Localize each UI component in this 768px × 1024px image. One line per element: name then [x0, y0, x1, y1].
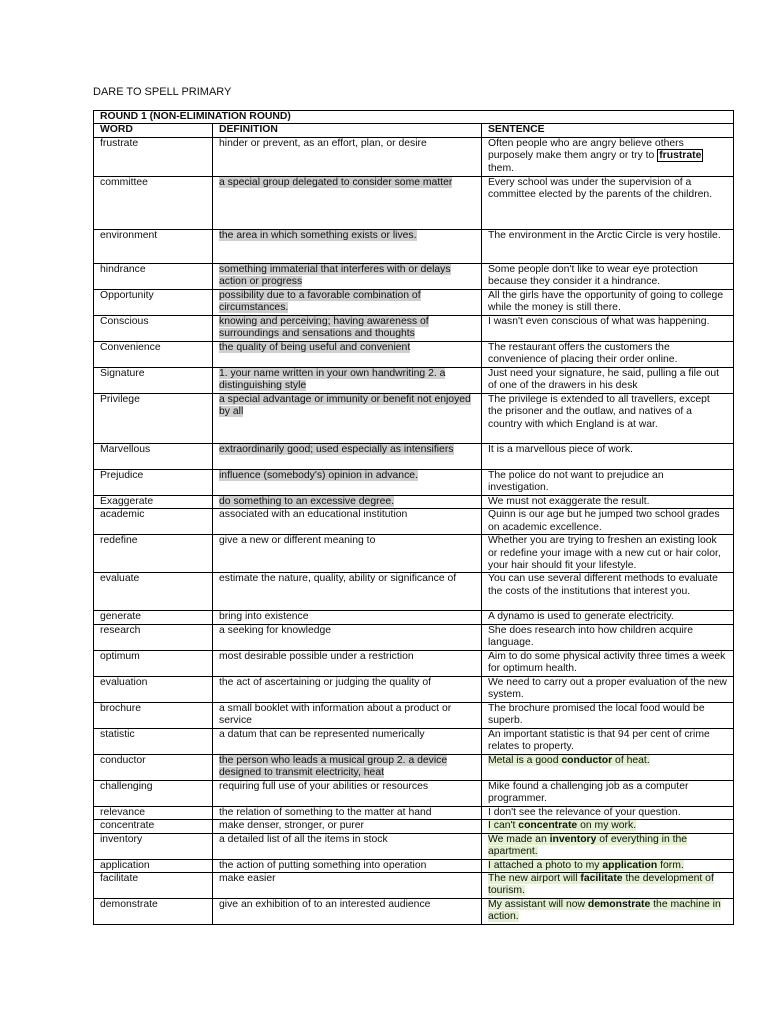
table-row [94, 780, 734, 806]
sentence-keyword: conductor [561, 754, 613, 766]
sentence-cell [482, 728, 734, 754]
sentence-text: Often people who are angry believe others purposely make them angry or try to [488, 137, 684, 162]
definition-text: estimate the nature, quality, ability or significance of [219, 573, 457, 585]
definition-cell [213, 702, 482, 728]
sentence-cell [482, 367, 734, 393]
word-cell: evaluate [94, 573, 213, 611]
sentence-cell [482, 650, 734, 676]
sentence-cell [482, 137, 734, 176]
sentence-text: All the girls have the opportunity of going to college while the money is still there. [488, 289, 724, 314]
sentence-cell [482, 315, 734, 341]
sentence-text: A dynamo is used to generate electricity. [488, 611, 674, 623]
word-cell: conductor [94, 754, 213, 780]
word-cell: statistic [94, 728, 213, 754]
definition-cell [213, 899, 482, 925]
sentence-cell [482, 229, 734, 263]
definition-cell [213, 806, 482, 819]
definition-text: bring into existence [219, 611, 309, 623]
sentence-cell [482, 611, 734, 624]
sentence-keyword: concentrate [518, 820, 578, 832]
sentence-text: Quinn is our age but he jumped two school grades on academic excellence. [488, 509, 720, 533]
vocabulary-table [93, 110, 734, 925]
table-row [94, 624, 734, 650]
table-row [94, 611, 734, 624]
definition-text: do something to an excessive degree. [219, 495, 395, 507]
table-row [94, 176, 734, 229]
definition-cell [213, 820, 482, 833]
word-cell: evaluation [94, 676, 213, 702]
definition-cell [213, 728, 482, 754]
word-cell: Conscious [94, 315, 213, 341]
sentence-text: them. [488, 162, 514, 174]
sentence-cell [482, 443, 734, 469]
sentence-text: I don't see the relevance of your question. [488, 806, 681, 818]
word-cell: redefine [94, 535, 213, 573]
sentence-cell [482, 573, 734, 611]
sentence-cell [482, 176, 734, 229]
sentence-text: Mike found a challenging job as a computer programmer. [488, 780, 689, 805]
definition-cell [213, 229, 482, 263]
table-row [94, 535, 734, 573]
word-cell: research [94, 624, 213, 650]
definition-cell [213, 469, 482, 495]
table-row [94, 899, 734, 925]
word-cell: academic [94, 509, 213, 535]
sentence-cell [482, 535, 734, 573]
table-row [94, 573, 734, 611]
word-cell: challenging [94, 780, 213, 806]
word-cell: demonstrate [94, 899, 213, 925]
definition-text: a datum that can be represented numerically [219, 728, 425, 740]
sentence-cell [482, 509, 734, 535]
definition-cell [213, 443, 482, 469]
document-title: DARE TO SPELL PRIMARY [93, 86, 232, 98]
sentence-keyword: facilitate [580, 873, 623, 885]
definition-text: most desirable possible under a restriction [219, 650, 414, 662]
sentence-text: the machine in action. [488, 899, 721, 923]
table-row [94, 469, 734, 495]
word-cell: inventory [94, 833, 213, 859]
table-row [94, 443, 734, 469]
definition-cell [213, 393, 482, 443]
definition-cell [213, 289, 482, 315]
definition-cell [213, 495, 482, 508]
table-row [94, 702, 734, 728]
word-cell: frustrate [94, 137, 213, 176]
definition-cell [213, 315, 482, 341]
table-row [94, 289, 734, 315]
definition-text: knowing and perceiving; having awareness of surroundings and sensations and thoughts [219, 315, 429, 340]
sentence-text: I can't [488, 820, 519, 832]
sentence-text: I wasn't even conscious of what was happening. [488, 315, 710, 327]
sentence-text: The brochure promised the local food would be superb. [488, 702, 705, 727]
table-row [94, 229, 734, 263]
definition-cell [213, 573, 482, 611]
definition-cell [213, 873, 482, 899]
sentence-cell [482, 820, 734, 833]
definition-text: a seeking for knowledge [219, 624, 332, 636]
word-cell: Marvellous [94, 443, 213, 469]
table-row [94, 315, 734, 341]
definition-text: a special advantage or immunity or benefit not enjoyed by all [219, 393, 471, 418]
round-row [94, 111, 734, 124]
sentence-cell [482, 859, 734, 872]
sentence-text: We made an [488, 833, 550, 845]
definition-cell [213, 624, 482, 650]
table-row [94, 806, 734, 819]
definition-text: a detailed list of all the items in stock [219, 833, 388, 845]
table-row [94, 650, 734, 676]
word-cell: Convenience [94, 341, 213, 367]
sentence-text: Aim to do some physical activity three times a week for optimum health. [488, 650, 726, 675]
table-row [94, 676, 734, 702]
word-cell: relevance [94, 806, 213, 819]
table-row [94, 833, 734, 859]
word-cell: hindrance [94, 263, 213, 289]
sentence-cell [482, 624, 734, 650]
definition-cell [213, 833, 482, 859]
sentence-text: An important statistic is that 94 per cent of crime relates to property. [488, 728, 710, 753]
word-cell: generate [94, 611, 213, 624]
definition-cell [213, 754, 482, 780]
sentence-text: We need to carry out a proper evaluation of the new system. [488, 676, 727, 701]
sentence-text: I attached a photo to my [488, 859, 603, 871]
word-cell: Opportunity [94, 289, 213, 315]
sentence-cell [482, 899, 734, 925]
table-row [94, 495, 734, 508]
definition-text: the action of putting something into operation [219, 859, 427, 871]
sentence-text: on my work. [577, 820, 637, 832]
definition-text: make denser, stronger, or purer [219, 820, 364, 832]
table-row [94, 263, 734, 289]
sentence-text: The environment in the Arctic Circle is very hostile. [488, 229, 721, 241]
definition-text: the quality of being useful and convenient [219, 341, 411, 353]
sentence-cell [482, 702, 734, 728]
sentence-text: The police do not want to prejudice an investigation. [488, 469, 664, 494]
sentence-cell [482, 754, 734, 780]
definition-cell [213, 676, 482, 702]
word-cell: facilitate [94, 873, 213, 899]
word-cell: Prejudice [94, 469, 213, 495]
header-row [94, 124, 734, 137]
header-definition: DEFINITION [213, 124, 482, 137]
definition-text: the person who leads a musical group 2. a device designed to transmit electricity, heat [219, 754, 448, 779]
definition-text: make easier [219, 873, 276, 885]
sentence-text: Some people don't like to wear eye protection because they consider it a hindrance. [488, 263, 698, 288]
sentence-keyword: frustrate [659, 150, 702, 162]
definition-text: a small booklet with information about a product or service [219, 702, 452, 727]
table-row [94, 367, 734, 393]
definition-text: hinder or prevent, as an effort, plan, or desire [219, 137, 427, 149]
header-word: WORD [94, 124, 213, 137]
sentence-text: She does research into how children acquire language. [488, 624, 694, 649]
definition-cell [213, 650, 482, 676]
sentence-cell [482, 263, 734, 289]
sentence-cell [482, 341, 734, 367]
sentence-cell [482, 833, 734, 859]
word-cell: Privilege [94, 393, 213, 443]
definition-cell [213, 263, 482, 289]
definition-text: a special group delegated to consider some matter [219, 176, 453, 188]
table-row [94, 137, 734, 176]
word-cell: concentrate [94, 820, 213, 833]
definition-text: influence (somebody's) opinion in advance. [219, 469, 418, 481]
sentence-cell [482, 289, 734, 315]
sentence-text: Just need your signature, he said, pulling a file out of one of the drawers in his desk [488, 367, 720, 392]
definition-text: extraordinarily good; used especially as intensifiers [219, 443, 454, 455]
sentence-text: the development of tourism. [488, 873, 714, 897]
sentence-text: of everything in the apartment. [488, 833, 688, 858]
definition-cell [213, 137, 482, 176]
sentence-text: form. [657, 859, 684, 871]
definition-cell [213, 535, 482, 573]
definition-cell [213, 176, 482, 229]
definition-cell [213, 509, 482, 535]
sentence-cell [482, 469, 734, 495]
definition-cell [213, 859, 482, 872]
sentence-cell [482, 780, 734, 806]
sentence-cell [482, 806, 734, 819]
word-cell: brochure [94, 702, 213, 728]
sentence-cell [482, 873, 734, 899]
sentence-text: You can use several different methods to evaluate the costs of the institutions that interest you. [488, 573, 718, 597]
word-cell: environment [94, 229, 213, 263]
definition-text: 1. your name written in your own handwriting 2. a distinguishing style [219, 367, 446, 392]
definition-text: the area in which something exists or lives. [219, 229, 417, 241]
definition-text: give an exhibition of to an interested audience [219, 899, 431, 911]
word-cell: committee [94, 176, 213, 229]
definition-text: something immaterial that interferes with or delays action or progress [219, 263, 451, 288]
definition-text: possibility due to a favorable combination of circumstances. [219, 289, 421, 314]
sentence-cell [482, 393, 734, 443]
sentence-cell [482, 676, 734, 702]
definition-text: give a new or different meaning to [219, 535, 376, 547]
sentence-text: We must not exaggerate the result. [488, 495, 650, 507]
sentence-text: The restaurant offers the customers the convenience of placing their order online. [488, 341, 678, 366]
definition-text: the relation of something to the matter at hand [219, 806, 432, 818]
word-cell: application [94, 859, 213, 872]
sentence-keyword: demonstrate [587, 899, 651, 911]
sentence-text: It is a marvellous piece of work. [488, 443, 633, 455]
sentence-text: Metal is a good [488, 754, 562, 766]
sentence-text: of heat. [612, 754, 650, 766]
definition-cell [213, 341, 482, 367]
definition-cell [213, 367, 482, 393]
sentence-text: My assistant will now [488, 899, 588, 911]
table-row [94, 393, 734, 443]
definition-cell [213, 611, 482, 624]
table-row [94, 820, 734, 833]
sentence-text: The privilege is extended to all travellers, except the prisoner and the outlaw, and natives of a country with which England is at war. [488, 393, 710, 430]
header-sentence: SENTENCE [482, 124, 734, 137]
definition-cell [213, 780, 482, 806]
sentence-text: Every school was under the supervision of a committee elected by the parents of the children. [488, 176, 713, 201]
sentence-keyword: inventory [549, 833, 597, 845]
sentence-keyword: application [602, 859, 658, 871]
table-row [94, 728, 734, 754]
sentence-text: The new airport will [488, 873, 581, 885]
table-row [94, 509, 734, 535]
table-row [94, 754, 734, 780]
table-row [94, 873, 734, 899]
sentence-text: Whether you are trying to freshen an existing look or redefine your image with a new cut or hair color, your hair should fit your lifestyle. [488, 535, 721, 572]
vocabulary-table-body [94, 111, 734, 925]
word-cell: optimum [94, 650, 213, 676]
sentence-cell [482, 495, 734, 508]
table-row [94, 859, 734, 872]
round-label: ROUND 1 (NON-ELIMINATION ROUND) [94, 111, 734, 124]
definition-text: requiring full use of your abilities or resources [219, 780, 429, 792]
word-cell: Exaggerate [94, 495, 213, 508]
table-row [94, 341, 734, 367]
word-cell: Signature [94, 367, 213, 393]
definition-text: the act of ascertaining or judging the quality of [219, 676, 431, 688]
definition-text: associated with an educational institution [219, 509, 408, 521]
